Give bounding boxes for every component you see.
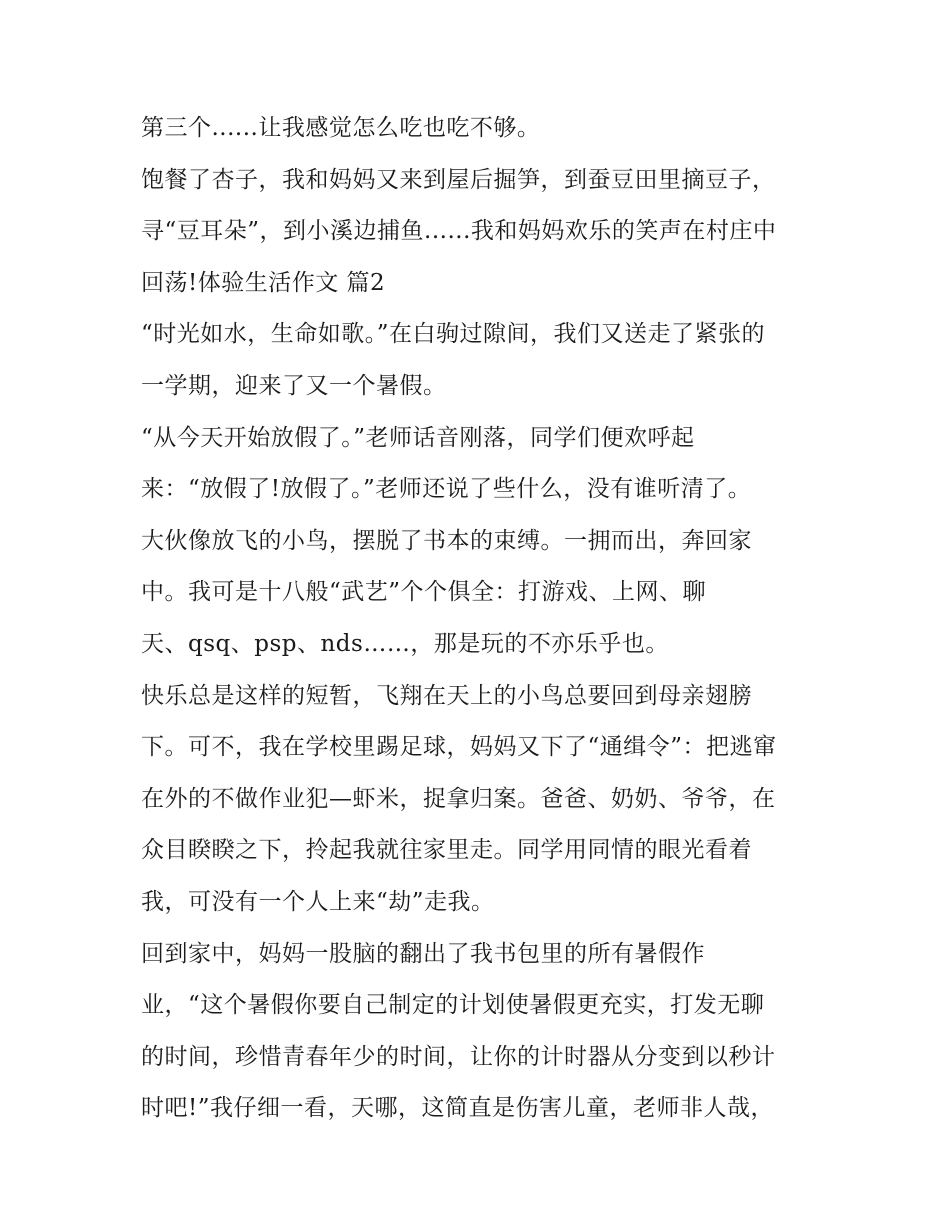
text-line: 第三个......让我感觉怎么吃也吃不够。 — [141, 115, 541, 141]
text-line: 一学期，迎来了又一个暑假。 — [141, 372, 447, 399]
text-line: 饱餐了杏子，我和妈妈又来到屋后掘笋，到蚕豆田里摘豆子， — [141, 166, 776, 193]
text-line: “从今天开始放假了。”老师话音刚落，同学们便欢呼起 — [141, 424, 695, 451]
text-line: “时光如水，生命如歌。”在白驹过隙间，我们又送走了紧张的 — [141, 321, 766, 348]
text-line: 来：“放假了!放假了。”老师还说了些什么，没有谁听清了。 — [141, 476, 752, 503]
text-line: 中。我可是十八般“武艺”个个俱全：打游戏、上网、聊 — [141, 579, 707, 606]
text-line: 天、qsq、psp、nds……，那是玩的不亦乐乎也。 — [141, 630, 669, 657]
text-line: 下。可不，我在学校里踢足球，妈妈又下了“通缉令”：把逃窜 — [141, 734, 777, 761]
text-line: 业，“这个暑假你要自己制定的计划使暑假更充实，打发无聊 — [141, 992, 765, 1019]
text-line: 时吧!”我仔细一看，天哪，这简直是伤害儿童，老师非人哉， — [141, 1095, 775, 1122]
body-text — [141, 103, 821, 1135]
text-line: 快乐总是这样的短暂，飞翔在天上的小鸟总要回到母亲翅膀 — [141, 682, 752, 709]
text-line: 寻“豆耳朵”，到小溪边捕鱼......我和妈妈欢乐的笑声在村庄中 — [141, 218, 777, 245]
text-line: 回到家中，妈妈一股脑的翻出了我书包里的所有暑假作 — [141, 940, 705, 967]
text-line: 众目睽睽之下，拎起我就往家里走。同学用同情的眼光看着 — [141, 837, 752, 864]
text-line: 大伙像放飞的小鸟，摆脱了书本的束缚。一拥而出，奔回家 — [141, 527, 752, 554]
text-line: 我，可没有一个人上来“劫”走我。 — [141, 888, 495, 915]
section-heading-line: 回荡!体验生活作文 篇2 — [141, 269, 386, 296]
text-line: 在外的不做作业犯—虾米，捉拿归案。爸爸、奶奶、爷爷，在 — [141, 785, 776, 812]
text-line: 的时间，珍惜青春年少的时间，让你的计时器从分变到以秒计 — [141, 1043, 776, 1070]
